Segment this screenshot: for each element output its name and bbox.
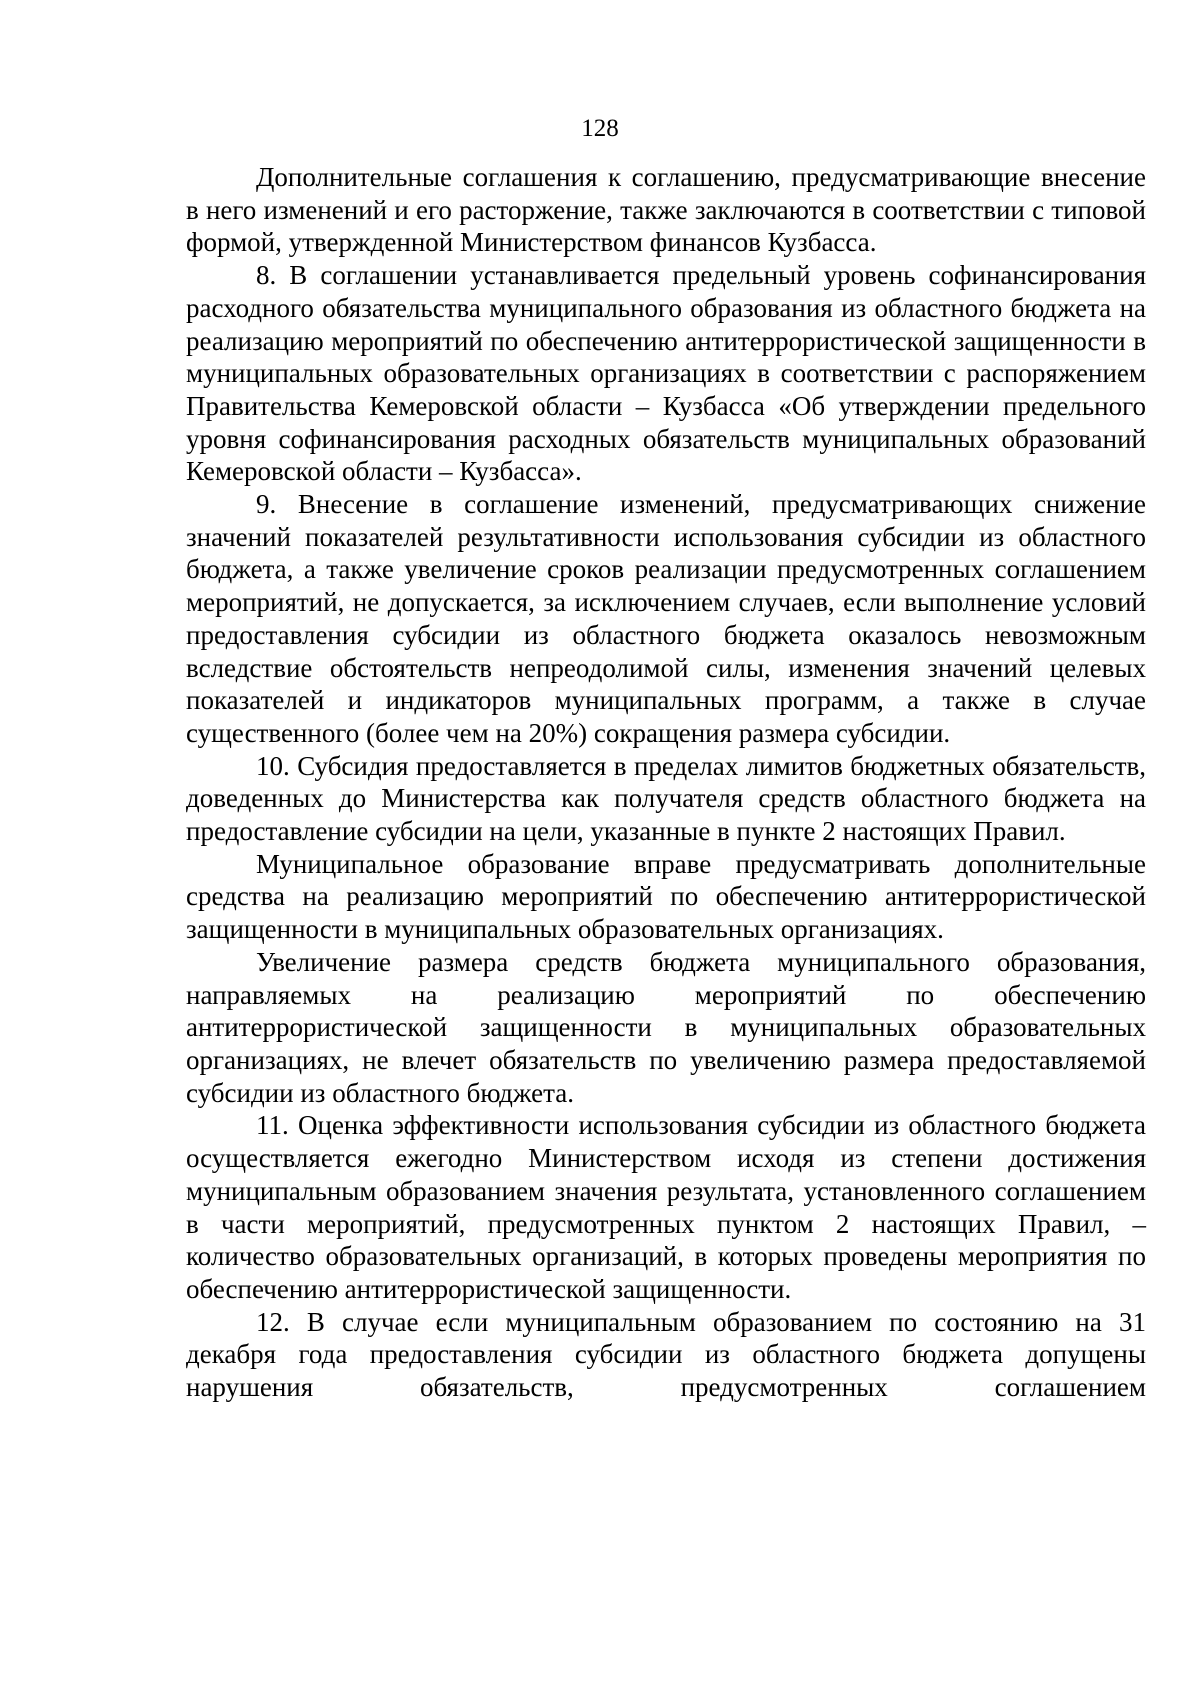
paragraph-item-11: 11. Оценка эффективности использования субсидии из областного бюджета осуществляется ежегодно Министерством исходя из степени достижения муниципальным образованием значения результата, установленного соглашением в части мероприятий, предусмотренных пунктом 2 настоящих Правил, – количество образовательных организаций, в которых проведены мероприятия по обеспечению антитеррористической защищенности. bbox=[186, 1110, 1146, 1304]
page-number: 128 bbox=[581, 115, 619, 142]
document-body bbox=[186, 161, 1146, 1404]
paragraph-additional-agreements: Дополнительные соглашения к соглашению, предусматривающие внесение в него изменений и его расторжение, также заключаются в соответствии с типовой формой, утвержденной Министерством финансов Кузбасса. bbox=[186, 162, 1146, 258]
paragraph-budget-increase: Увеличение размера средств бюджета муниципального образования, направляемых на реализацию мероприятий по обеспечению антитеррористической защищенности в муниципальных образовательных организациях, не влечет обязательств по увеличению размера предоставляемой субсидии из областного бюджета. bbox=[186, 946, 1146, 1108]
paragraph-item-9: 9. Внесение в соглашение изменений, предусматривающих снижение значений показателей результативности использования субсидии из областного бюджета, а также увеличение сроков реализации предусмотренных соглашением мероприятий, не допускается, за исключением случаев, если выполнение условий предоставления субсидии из областного бюджета оказалось невозможным вследствие обстоятельств непреодолимой силы, изменения значений целевых показателей и индикаторов муниципальных программ, а также в случае существенного (более чем на 20%) сокращения размера субсидии. bbox=[186, 489, 1146, 748]
paragraph-item-8: 8. В соглашении устанавливается предельный уровень софинансирования расходного обязательства муниципального образования из областного бюджета на реализацию мероприятий по обеспечению антитеррористической защищенности в муниципальных образовательных организациях в соответствии с распоряжением Правительства Кемеровской области – Кузбасса «Об утверждении предельного уровня софинансирования расходных обязательств муниципальных образований Кемеровской области – Кузбасса». bbox=[186, 260, 1146, 487]
paragraph-municipal-funds: Муниципальное образование вправе предусматривать дополнительные средства на реализацию мероприятий по обеспечению антитеррористической защищенности в муниципальных образовательных организациях. bbox=[186, 848, 1146, 945]
paragraph-item-10: 10. Субсидия предоставляется в пределах лимитов бюджетных обязательств, доведенных до Министерства как получателя средств областного бюджета на предоставление субсидии на цели, указанные в пункте 2 настоящих Правил. bbox=[186, 750, 1146, 847]
paragraph-item-12: 12. В случае если муниципальным образованием по состоянию на 31 декабря года предоставления субсидии из областного бюджета допущены нарушения обязательств, предусмотренных соглашением bbox=[186, 1306, 1146, 1403]
